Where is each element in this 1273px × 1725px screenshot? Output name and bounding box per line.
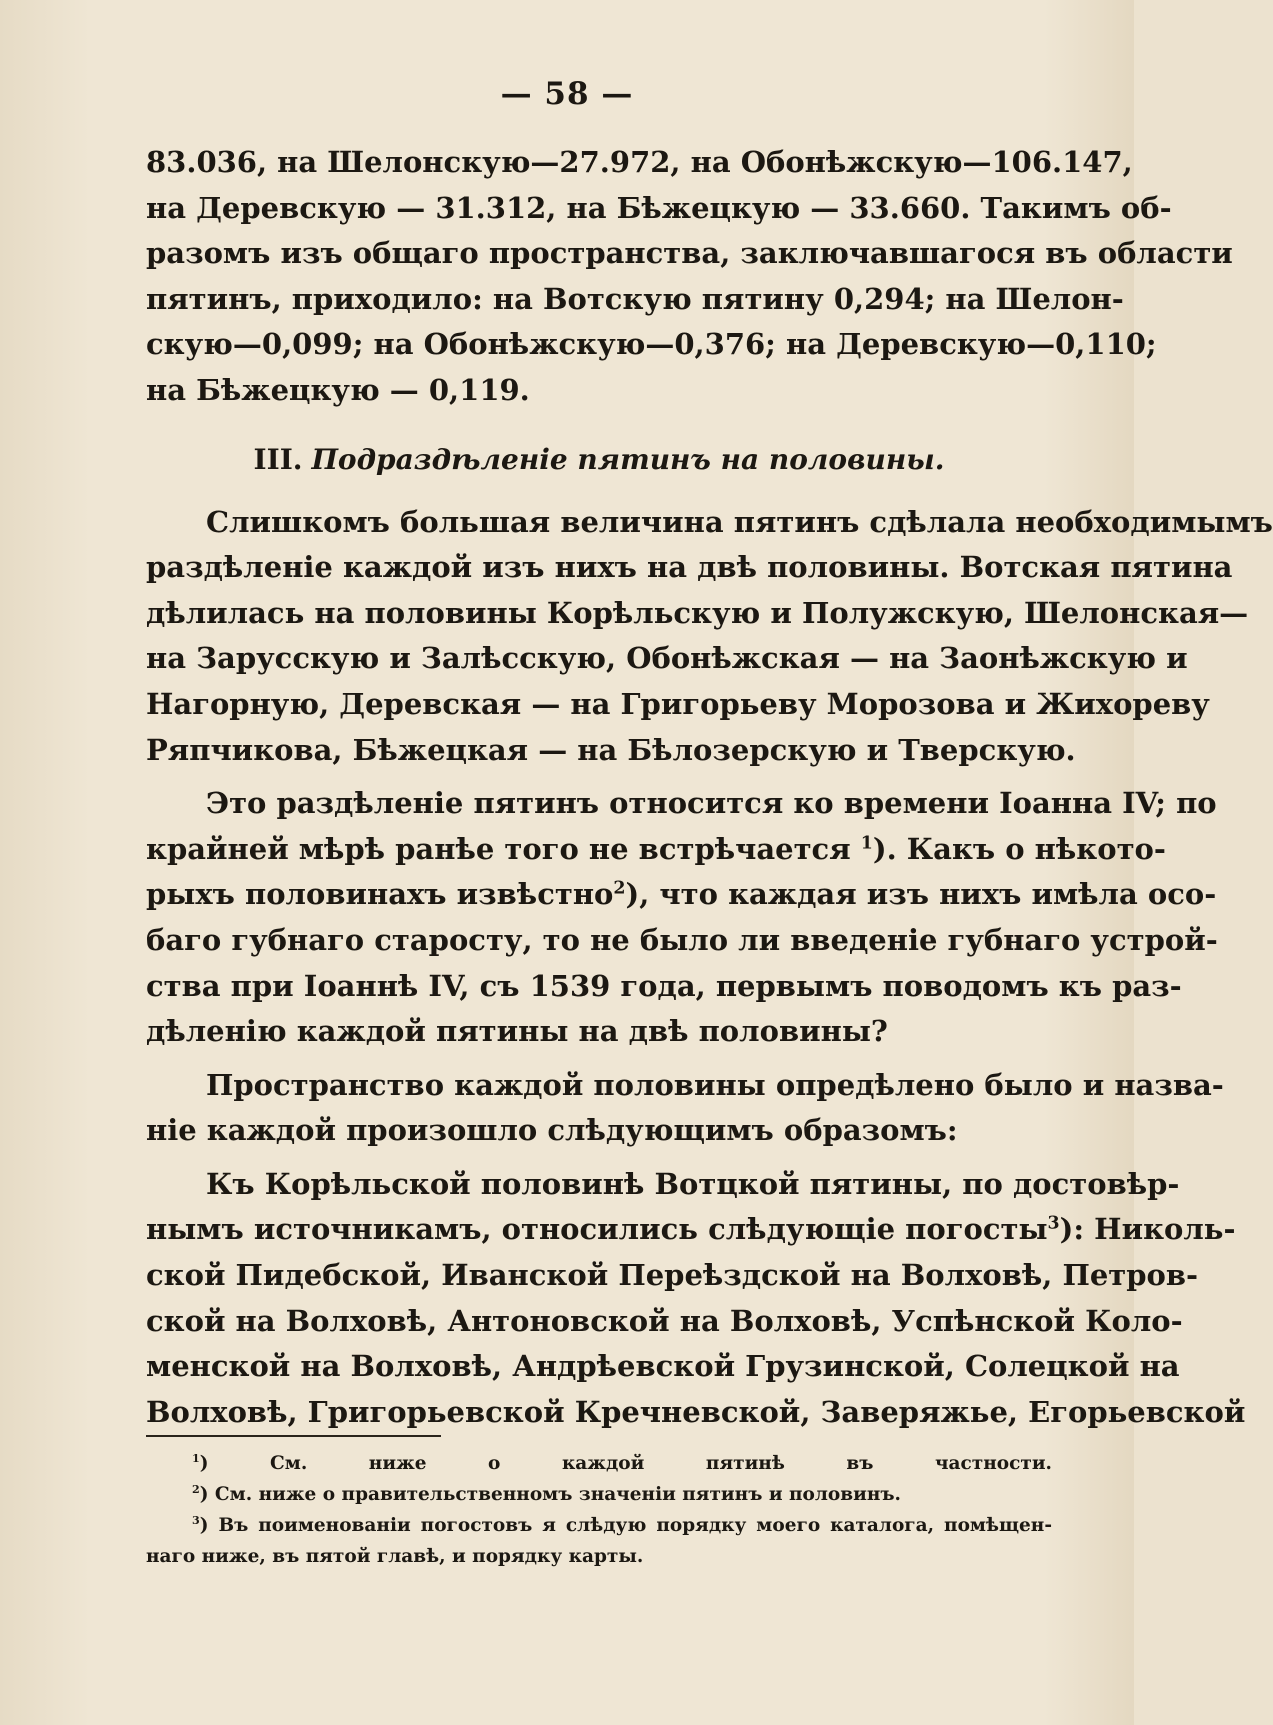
text-line: ства при Іоаннѣ IV, съ 1539 года, первымъ поводомъ къ раз-	[146, 968, 1182, 1003]
text-line: дѣлилась на половины Корѣльскую и Полужскую, Шелонская—	[146, 595, 1249, 630]
text-line: скую—0,099; на Обонѣжскую—0,376; на Деревскую—0,110;	[146, 327, 1157, 362]
text-line: на Деревскую — 31.312, на Бѣжецкую — 33.660. Такимъ об-	[146, 190, 1172, 225]
paragraph-5	[146, 1162, 1246, 1436]
text-line: раздѣленіе каждой изъ нихъ на двѣ половины. Вотская пятина	[146, 550, 1233, 585]
footnote-3: $^3$) Въ поименованіи погостовъ я слѣдую порядку моего каталога, помѣщен-	[192, 1513, 1052, 1536]
section-heading	[146, 420, 1052, 500]
text-line: нымъ источникамъ, относились слѣдующіе погосты$^3$): Николь-	[146, 1212, 1236, 1247]
footnote-divider	[146, 1435, 441, 1437]
footnote-2: $^2$) См. ниже о правительственномъ значеніи пятинъ и половинъ.	[192, 1482, 901, 1505]
footnote-1: $^1$) См. ниже о каждой пятинѣ въ частности.	[192, 1451, 1052, 1474]
section-number: III.	[253, 442, 303, 476]
footnote-ref: 2	[613, 878, 626, 899]
paragraph-4	[146, 1063, 1224, 1154]
paragraph-2	[146, 500, 1273, 774]
text-line: 83.036, на Шелонскую—27.972, на Обонѣжскую—106.147,	[146, 145, 1133, 179]
footnote-ref: 1	[860, 833, 873, 854]
footnote-ref: 3	[1047, 1213, 1060, 1234]
section-title: Подраздѣленіе пятинъ на половины.	[311, 442, 945, 476]
text-line: на Бѣжецкую — 0,119.	[146, 372, 530, 407]
footnote-3-continued: наго ниже, въ пятой главѣ, и порядку карты.	[146, 1546, 644, 1567]
text-line: ніе каждой произошло слѣдующимъ образомъ:	[146, 1113, 958, 1148]
text-line: разомъ изъ общаго пространства, заключавшагося въ области	[146, 236, 1233, 271]
text-line: Это раздѣленіе пятинъ относится ко времени Іоанна IV; по	[206, 786, 1217, 821]
footnotes	[146, 1448, 1052, 1572]
text-line: на Зарусскую и Залѣсскую, Обонѣжская — на Заонѣжскую и	[146, 641, 1188, 676]
text-line: рыхъ половинахъ извѣстно$^2$), что каждая изъ нихъ имѣла осо-	[146, 877, 1217, 912]
text-line: Ряпчикова, Бѣжецкая — на Бѣлозерскую и Тверскую.	[146, 732, 1076, 767]
text-line: ской на Волховѣ, Антоновской на Волховѣ, Успѣнской Коло-	[146, 1303, 1183, 1338]
paragraph-1	[146, 140, 1233, 414]
text-line: менской на Волховѣ, Андрѣевской Грузинской, Солецкой на	[146, 1349, 1180, 1384]
text-line: Къ Корѣльской половинѣ Вотцкой пятины, по достовѣр-	[206, 1166, 1180, 1201]
text-line: баго губнаго старосту, то не было ли введеніе губнаго устрой-	[146, 922, 1218, 957]
text-line: Волховѣ, Григорьевской Кречневской, Заверяжье, Егорьевской	[146, 1394, 1246, 1429]
text-line: Пространство каждой половины опредѣлено было и назва-	[206, 1067, 1224, 1102]
text-line: Слишкомъ большая величина пятинъ сдѣлала необходимымъ	[206, 504, 1273, 539]
text-line: пятинъ, приходило: на Вотскую пятину 0,294; на Шелон-	[146, 281, 1124, 316]
page-number: — 58 —	[500, 76, 634, 112]
text-line: ской Пидебской, Иванской Переѣздской на Волховѣ, Петров-	[146, 1258, 1199, 1293]
paragraph-3	[146, 781, 1218, 1055]
text-line: дѣленію каждой пятины на двѣ половины?	[146, 1014, 888, 1049]
text-line: крайней мѣрѣ ранѣе того не встрѣчается $^1$). Какъ о нѣкото-	[146, 831, 1166, 866]
body-text	[146, 140, 1273, 1435]
text-line: Нагорную, Деревская — на Григорьеву Морозова и Жихореву	[146, 686, 1210, 721]
